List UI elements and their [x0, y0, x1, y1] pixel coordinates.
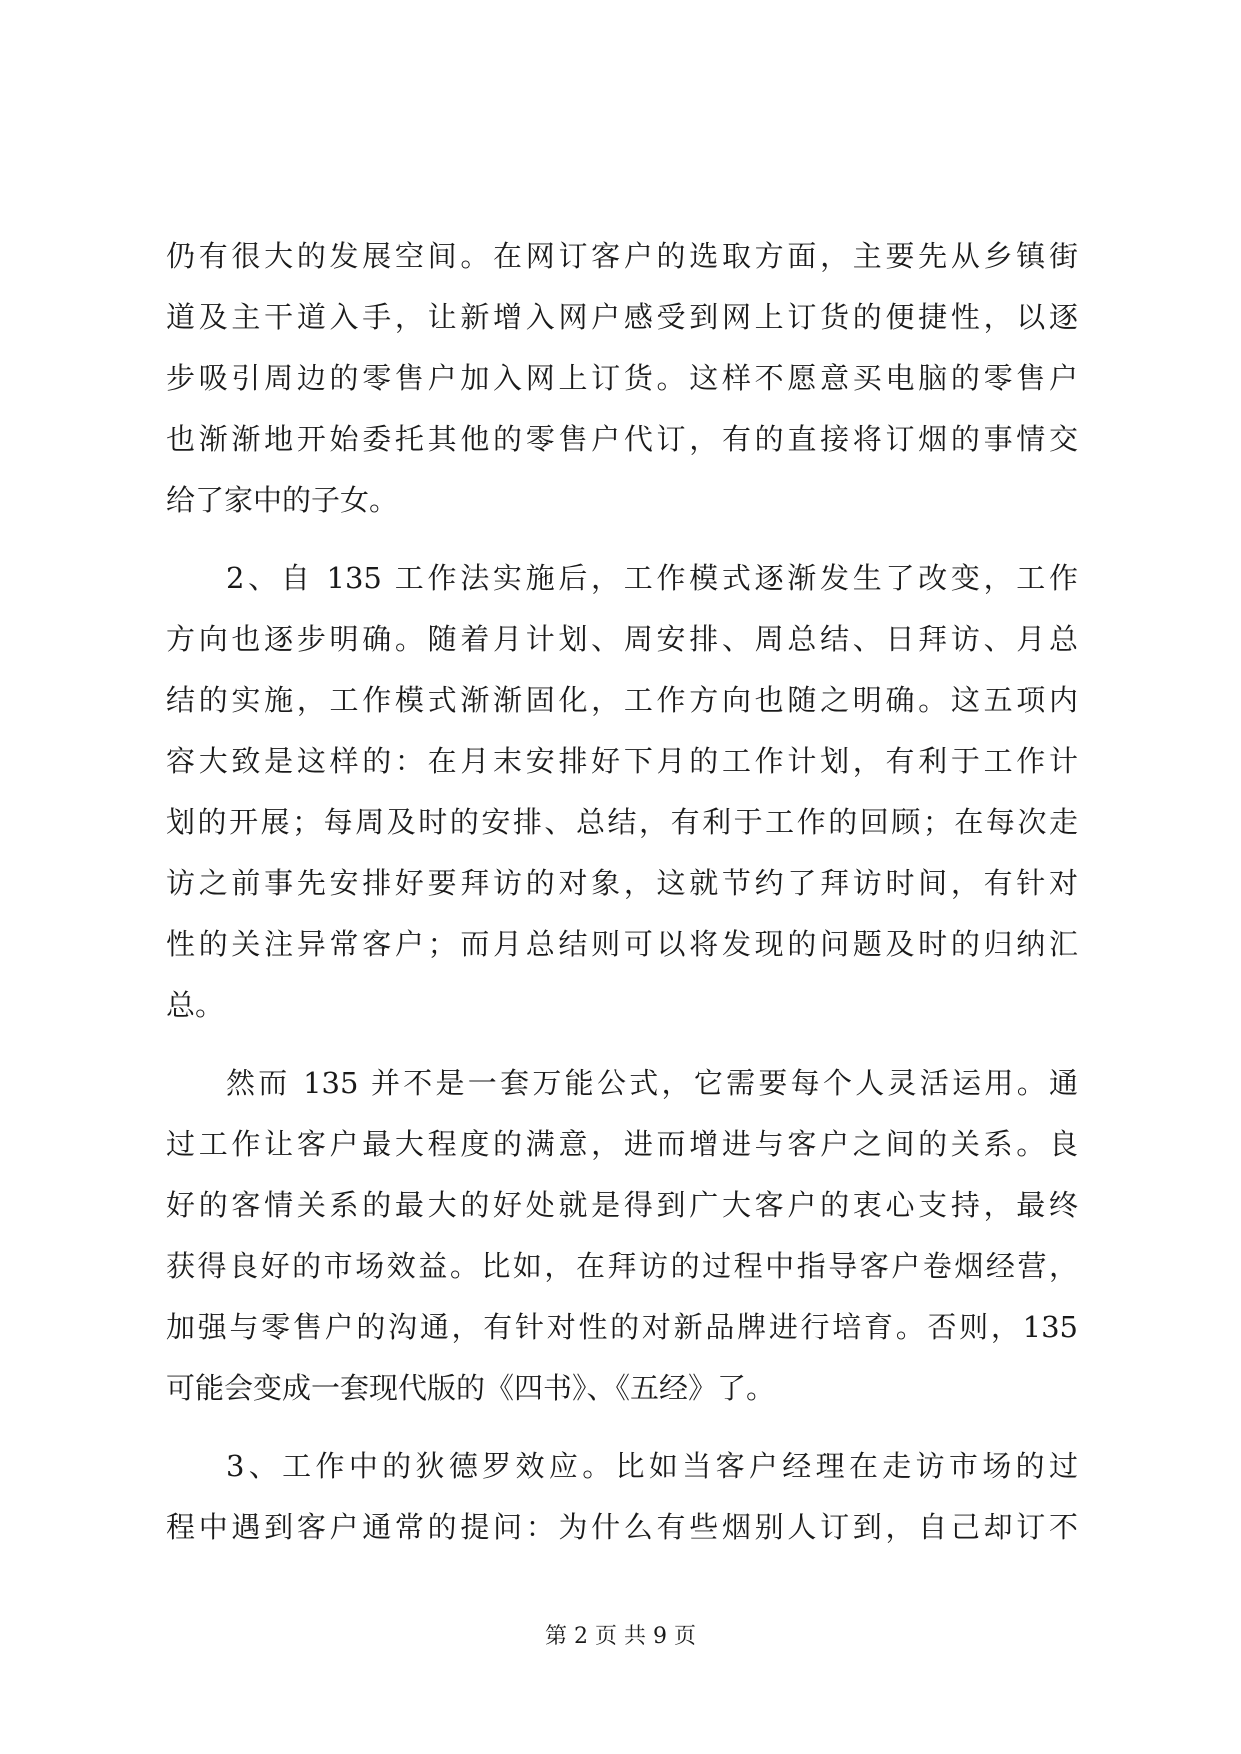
page-number-footer: 第 2 页 共 9 页: [545, 1624, 696, 1649]
text-line: 道及主干道入手，让新增入网户感受到网上订货的便捷性，以逐: [166, 300, 1078, 334]
paragraph: [166, 548, 1078, 1036]
text-line: 也渐渐地开始委托其他的零售户代订，有的直接将订烟的事情交: [166, 422, 1078, 456]
text-line: 步吸引周边的零售户加入网上订货。这样不愿意买电脑的零售户: [166, 361, 1078, 395]
paragraph: [166, 1436, 1078, 1558]
text-line: 方向也逐步明确。随着月计划、周安排、周总结、日拜访、月总: [166, 622, 1078, 656]
text-line: 3、工作中的狄德罗效应。比如当客户经理在走访市场的过: [226, 1449, 1078, 1483]
text-line: 性的关注异常客户；而月总结则可以将发现的问题及时的归纳汇: [166, 927, 1078, 961]
text-line: 加强与零售户的沟通，有针对性的对新品牌进行培育。否则，135: [166, 1310, 1078, 1344]
paragraph: [166, 226, 1078, 531]
text-line: 总。: [166, 988, 225, 1022]
text-line: 结的实施，工作模式渐渐固化，工作方向也随之明确。这五项内: [166, 683, 1078, 717]
text-line: 划的开展；每周及时的安排、总结，有利于工作的回顾；在每次走: [166, 805, 1078, 839]
text-line: 给了家中的子女。: [166, 483, 399, 517]
text-line: 仍有很大的发展空间。在网订客户的选取方面，主要先从乡镇街: [166, 239, 1078, 273]
text-line: 容大致是这样的：在月末安排好下月的工作计划，有利于工作计: [166, 744, 1078, 778]
text-line: 可能会变成一套现代版的《四书》、《五经》了。: [166, 1371, 776, 1405]
text-line: 过工作让客户最大程度的满意，进而增进与客户之间的关系。良: [166, 1127, 1078, 1161]
paragraph: [166, 1053, 1078, 1419]
document-body: [166, 226, 1078, 1558]
text-line: 2、自 135 工作法实施后，工作模式逐渐发生了改变，工作: [226, 561, 1078, 595]
text-line: 访之前事先安排好要拜访的对象，这就节约了拜访时间，有针对: [166, 866, 1078, 900]
text-line: 然而 135 并不是一套万能公式，它需要每个人灵活运用。通: [226, 1066, 1078, 1100]
text-line: 获得良好的市场效益。比如，在拜访的过程中指导客户卷烟经营，: [166, 1249, 1078, 1283]
text-line: 好的客情关系的最大的好处就是得到广大客户的衷心支持，最终: [166, 1188, 1078, 1222]
text-line: 程中遇到客户通常的提问：为什么有些烟别人订到，自己却订不: [166, 1510, 1078, 1544]
